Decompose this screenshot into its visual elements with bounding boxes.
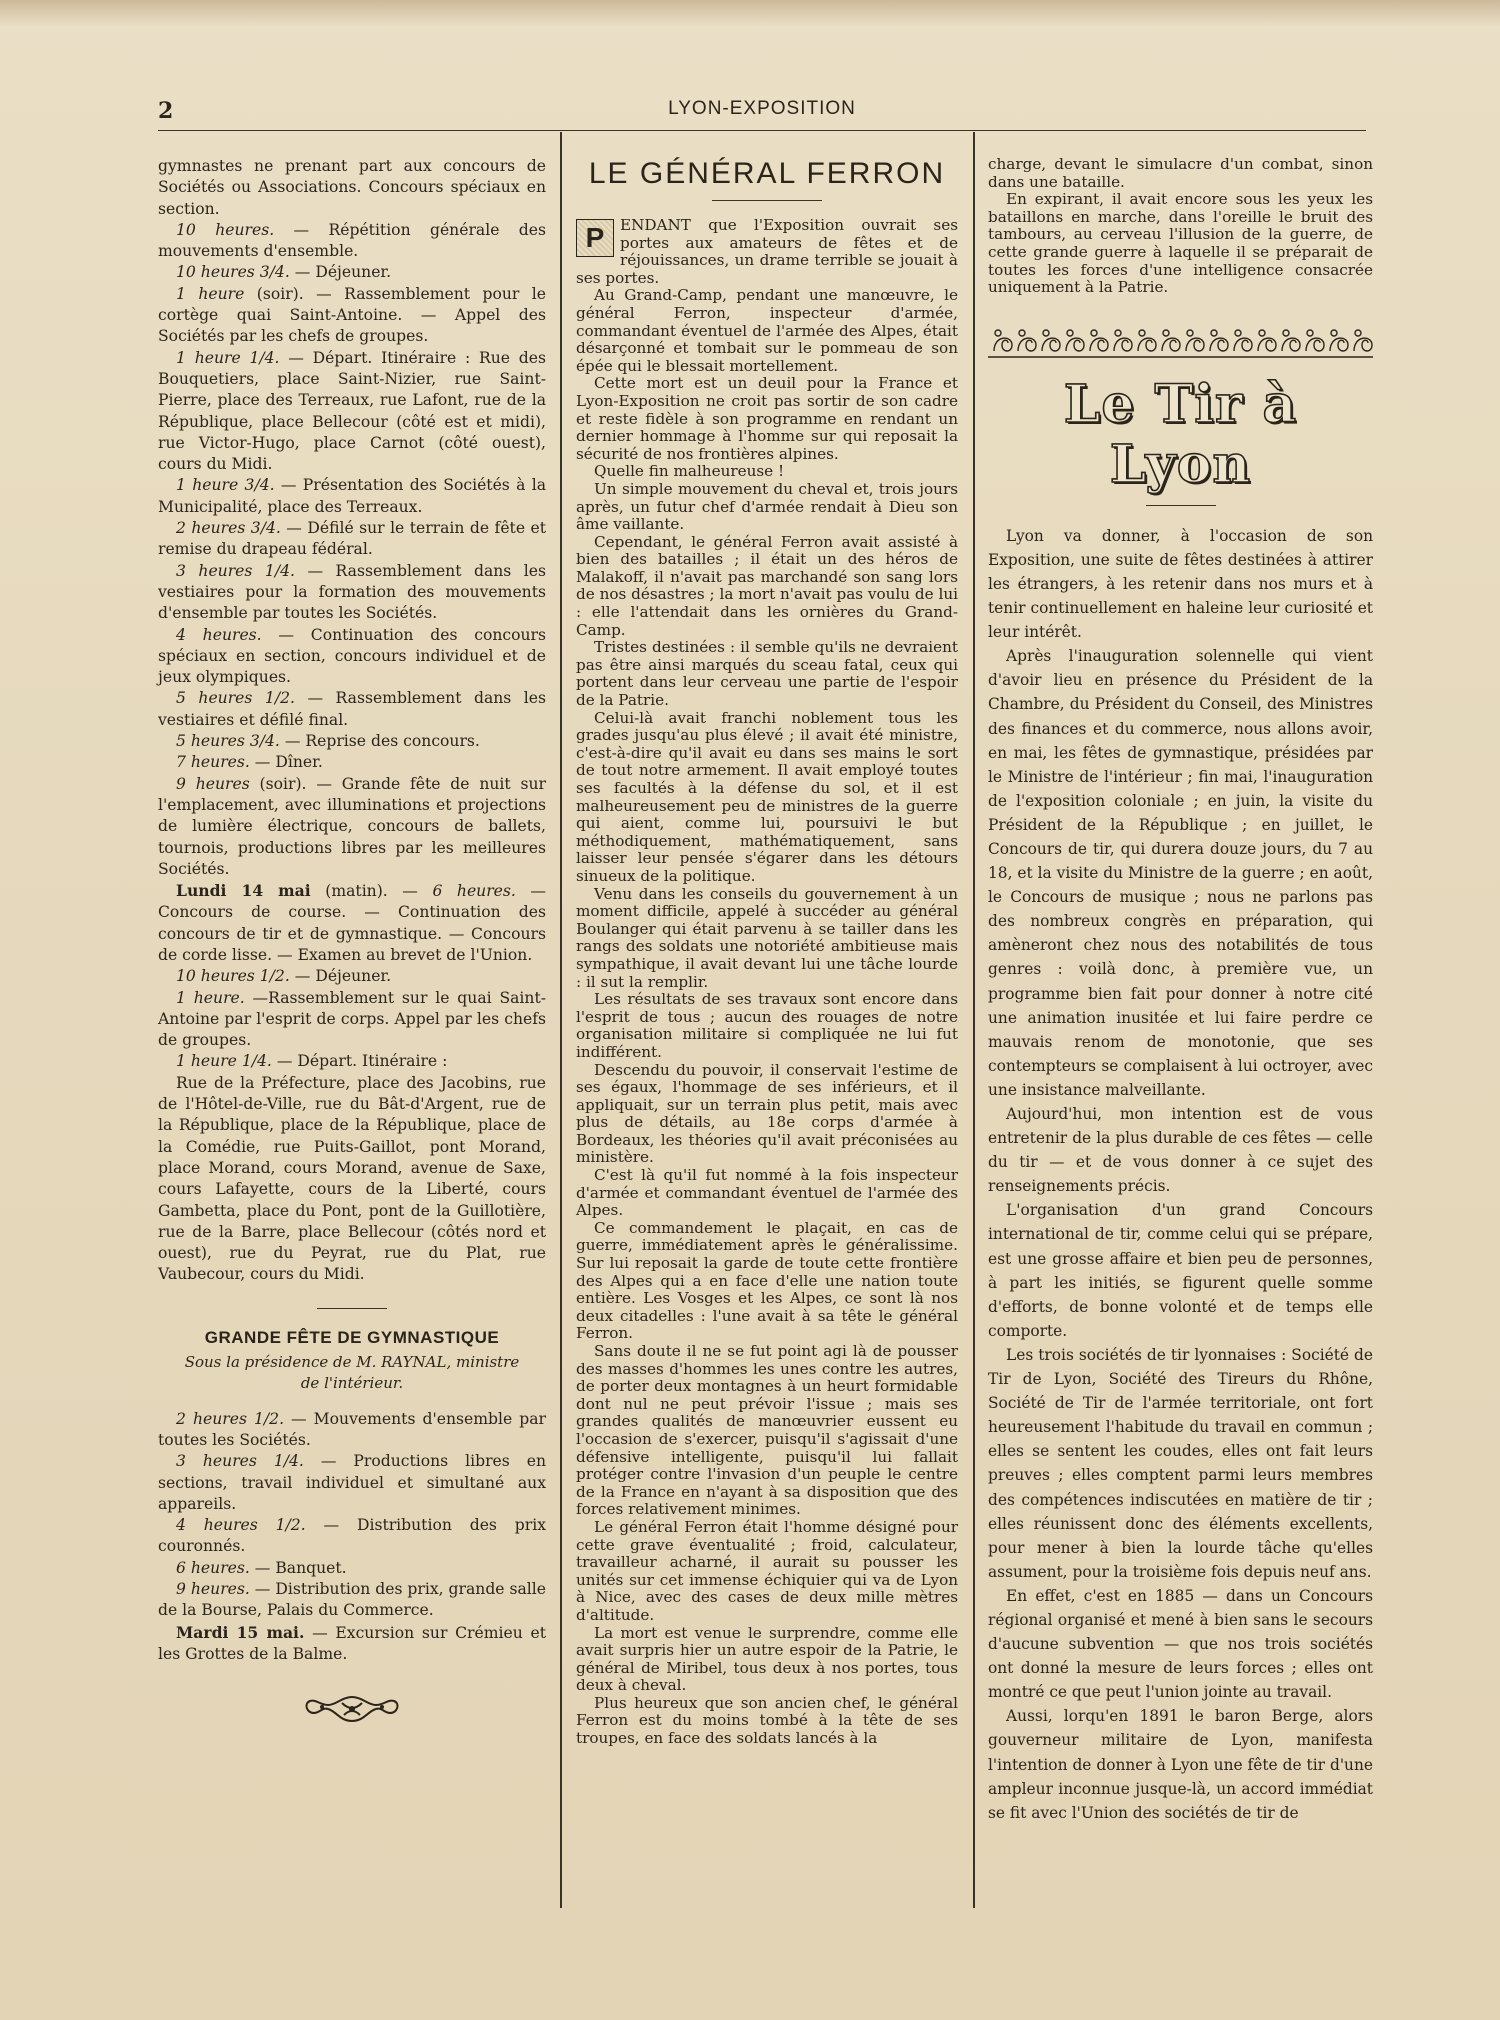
scroll-dot-icon — [1043, 330, 1049, 336]
article-paragraph: Sans doute il ne se fut point agi là de pousser des masses d'hommes les unes contre les autres, de porter deux montagnes à un heurt formidable dont nul ne peut prévoir l'issue ; mais ses grandes qualités de manœuvrier eussent eu l'occasion de s'exercer, puisqu'il s'agissait d'une défensive intelligente, puisqu'il lui fallait protéger contre l'invasion d'un peuple le centre de la France en n'ayant à sa disposition que des forces relativement minimes. — [576, 1342, 958, 1519]
time-label: 1 heure 1/4. — [176, 1052, 272, 1071]
page-edge-stain — [0, 0, 1500, 26]
article-paragraph: Le général Ferron était l'homme désigné pour cette grave éventualité ; froid, calculateur, travailleur acharné, il aurait su pousser les unités sur cet immense échiquier qui va de Lyon à Nice, avec des cases de deux mille mètres d'altitude. — [576, 1517, 958, 1624]
scroll-dot-icon — [1331, 330, 1337, 336]
programme-entry — [158, 1558, 546, 1579]
programme-entry — [158, 348, 546, 476]
article-paragraph: Lyon va donner, à l'occasion de son Exposition, une suite de fêtes destinées à attirer les étrangers, à les retenir dans nos murs et à tenir continuellement en haleine leur curiosité et leur intérêt. — [988, 526, 1373, 642]
scroll-dot-icon — [1283, 330, 1289, 336]
entry-text: gymnastes ne prenant part aux concours de Sociétés ou Associations. Concours spéciaux en section. — [158, 157, 546, 218]
separator-rule — [317, 1308, 387, 1309]
article-paragraph: Au Grand-Camp, pendant une manœuvre, le général Ferron, inspecteur d'armée, commandant éventuel de l'armée des Alpes, était désarçonné et tombait sur le pommeau de son épée qui le blessait mortellement. — [576, 286, 958, 375]
programme-entry — [158, 262, 546, 283]
programme-entry — [158, 1515, 546, 1558]
entry-text: — Déjeuner. — [289, 967, 392, 986]
entry-text: — Départ. Itinéraire : Rue des Bouquetiers, place Saint-Nizier, rue Saint-Pierre, place des Terreaux, rue Lafont, rue de la République, place Bellecour (côté est et midi), rue Victor-Hugo, place Carnot (côté ouest), cours du Midi. — [158, 348, 546, 474]
scroll-ornament-icon — [1090, 338, 1108, 351]
entry-text: — Rassemblement dans les vestiaires et défilé final. — [158, 689, 547, 729]
article-paragraph: L'organisation d'un grand Concours international de tir, comme celui qui se prépare, est une grosse affaire et bien peu de personnes, à part les initiés, se figurent quelle somme d'efforts, de bonne volonté et de temps elle comporte. — [988, 1201, 1373, 1340]
article-paragraph: Les trois sociétés de tir lyonnaises : Société de Tir de Lyon, Société des Tireurs du Rhône, Société de Tir de l'armée territoriale, ont fort heureusement l'habitude du travail en commun ; elles se sentent les coudes, elles ont fait leurs preuves ; elles comptent parmi leurs membres des compétences indiscutées en matière de tir ; elles réunissent donc des éléments excellents, pour mener à bien la lourde tâche qu'elles assument, pour la troisième fois depuis neuf ans. — [988, 1345, 1373, 1581]
section-title: GRANDE FÊTE DE GYMNASTIQUE — [204, 1327, 500, 1347]
entry-text: — Concours de course. — Continuation des concours de tir et de gymnastique. — Concours de corde lisse. — Examen au brevet de l'Union. — [158, 882, 546, 964]
programme-entry — [158, 518, 546, 561]
scroll-dot-icon — [1307, 330, 1313, 336]
scroll-dot-icon — [1115, 330, 1121, 336]
entry-text: — Reprise des concours. — [279, 732, 480, 751]
article-paragraph: La mort est venue le surprendre, comme elle avait surpris hier un autre espoir de la Patrie, le général de Miribel, tous deux à nos portes, tous deux à cheval. — [576, 1623, 958, 1695]
scroll-dot-icon — [1235, 330, 1241, 336]
continuation-paragraph: En expirant, il avait encore sous les yeux les bataillons en marche, dans l'oreille le bruit des tambours, au cerveau l'illusion de la guerre, de cette grande guerre à laquelle il se préparait de toutes les forces d'une intelligence consacrée uniquement à la Patrie. — [988, 190, 1373, 297]
scroll-ornament-icon — [994, 338, 1012, 351]
time-label: 10 heures 1/2. — [176, 967, 290, 986]
time-label: 3 heures 1/4. — [176, 561, 295, 580]
scroll-dot-icon — [1019, 330, 1025, 336]
page-header — [158, 96, 1366, 131]
entry-text: — Déjeuner. — [289, 263, 392, 282]
entry-text: — Distribution des prix couronnés. — [158, 1516, 546, 1556]
scroll-dot-icon — [1163, 330, 1169, 336]
entry-text: — Défilé sur le terrain de fête et remise du drapeau fédéral. — [158, 519, 546, 559]
entry-text: — Banquet. — [249, 1558, 347, 1577]
time-label: 6 heures. — [176, 1558, 250, 1577]
article-paragraph: Aujourd'hui, mon intention est de vous entretenir de la plus durable de ces fêtes — celle du tir — et de vous donner à ce sujet des renseignements précis. — [988, 1105, 1373, 1196]
entry-text: — Productions libres en sections, travail individuel et simultané aux appareils. — [158, 1452, 546, 1513]
scroll-dot-icon — [1091, 330, 1097, 336]
date-label: Mardi 15 mai. — [176, 1622, 305, 1642]
column-divider-1 — [560, 132, 562, 1908]
tir-paragraphs — [988, 524, 1373, 1825]
entry-text: (soir). — Grande fête de nuit sur l'emplacement, avec illuminations et projections de lumière électrique, concours de ballets, tournois, productions libres par les meilleures Sociétés. — [158, 774, 546, 878]
section-subtitle: Sous la présidence de M. RAYNAL, ministre de l'intérieur. — [184, 1353, 520, 1393]
programme-entry — [158, 1451, 546, 1515]
entry-text: —Rassemblement sur le quai Saint-Antoine par l'esprit de corps. Appel par les chefs de groupes. — [158, 988, 546, 1050]
programme-entry — [158, 688, 546, 731]
column-ferron — [576, 156, 958, 1748]
time-label: 1 heure. — [176, 988, 245, 1007]
entry-text: — Départ. Itinéraire : — [271, 1052, 448, 1071]
article-title-ferron: LE GÉNÉRAL FERRON — [588, 157, 946, 190]
scroll-ornament-icon — [1138, 338, 1156, 351]
scroll-ornament-icon — [1354, 338, 1372, 351]
article-paragraph: Quelle fin malheureuse ! — [594, 462, 785, 481]
programme-entry — [158, 880, 546, 966]
article-paragraph: En effet, c'est en 1885 — dans un Concours régional organisé et mené à bien sans le secours d'aucune subvention — que nos trois sociétés ont donné la mesure de leurs forces ; elles ont montré ce que peut l'union jointe au travail. — [988, 1586, 1373, 1702]
programme-entry — [158, 966, 546, 987]
scroll-ornament-icon — [1042, 338, 1060, 351]
article-title-tir: Le Tir à Lyon — [1063, 373, 1298, 495]
scroll-ornament-icon — [1234, 338, 1252, 351]
scroll-ornament-icon — [1186, 338, 1204, 351]
entry-text: — Dîner. — [249, 753, 323, 772]
programme-entry — [158, 561, 546, 625]
scroll-dot-icon — [1067, 330, 1073, 336]
entry-text: (matin). — — [310, 882, 433, 901]
time-label: 1 heure 3/4. — [176, 476, 275, 495]
scroll-dot-icon — [995, 330, 1001, 336]
article-paragraph: Cependant, le général Ferron avait assisté à bien des batailles ; il était un des héros de Malakoff, il n'avait pas marchandé son sang lors de nos désastres ; la mort n'avait pas voulu de lui : elle l'attendait dans les ornières du Grand-Camp. — [576, 532, 958, 639]
time-label: 5 heures 3/4. — [176, 732, 280, 751]
time-label: 4 heures. — [176, 625, 262, 644]
time-label: 3 heures 1/4. — [176, 1452, 304, 1471]
programme-entry — [158, 156, 546, 220]
ornamental-border-icon — [988, 321, 1373, 361]
date-label: Lundi 14 mai — [176, 881, 311, 901]
article-paragraph: Venu dans les conseils du gouvernement à un moment difficile, appelé à succéder au général Boulanger qui était parvenu à se tailler dans les rangs des soldats une notoriété ambitieuse mais sympathique, il avait devant lui une tâche lourde : il sut la remplir. — [576, 884, 958, 991]
programme-list — [158, 156, 546, 1286]
programme-entry — [158, 475, 546, 518]
article-paragraph: C'est là qu'il fut nommé à la fois inspecteur d'armée et commandant éventuel de l'armée des Alpes. — [576, 1166, 958, 1220]
entry-text: (soir). — Rassemblement pour le cortège quai Saint-Antoine. — Appel des Sociétés par les chefs de groupes. — [158, 284, 546, 346]
programme-entry — [158, 625, 546, 689]
programme-entry — [158, 774, 546, 880]
ferron-continuation — [988, 156, 1373, 297]
scroll-dot-icon — [1259, 330, 1265, 336]
article-paragraph: Les résultats de ses travaux sont encore dans l'esprit de tous ; aucun des rouages de notre organisation militaire si compliquée ne lui fut indifférent. — [576, 990, 958, 1061]
programme-entry — [158, 1409, 546, 1452]
dropcap-letter: P — [576, 219, 614, 257]
time-label: 10 heures 3/4. — [176, 263, 290, 282]
programme-entry — [158, 731, 546, 752]
column-divider-2 — [973, 132, 975, 1908]
time-label: 10 heures. — [176, 220, 275, 239]
article-lead — [576, 217, 958, 287]
time-label: 6 heures. — [432, 882, 516, 901]
scroll-ornament-icon — [1018, 338, 1036, 351]
ferron-paragraphs — [576, 287, 958, 1747]
time-label: 7 heures. — [176, 753, 250, 772]
scroll-ornament-icon — [1162, 338, 1180, 351]
scroll-dot-icon — [1355, 330, 1361, 336]
article-paragraph: Après l'inauguration solennelle qui vient d'avoir lieu en présence du Président de la Chambre, du Président du Conseil, des Ministres des finances et du commerce, nous allons avoir, en mai, les fêtes de gymnastique, présidées par le Ministre de l'intérieur ; fin mai, l'inauguration de l'exposition coloniale ; en juin, la visite du Président de la République ; en juillet, le Concours de tir, qui durera douze jours, du 7 au 18, et la visite du Ministre de la guerre ; en août, le Concours de musique ; nous ne parlons pas des nombreux congrès en préparation, qui amèneront chez nous des notabilités de tous genres : voilà donc, à première vue, un programme bien fait pour donner à notre cité une animation inusitée et lui faire perdre ce mauvais renom de monotonie, que ses contempteurs se complaisent à lui octroyer, avec une insistance malveillante. — [988, 647, 1373, 1099]
time-label: 1 heure — [176, 284, 245, 303]
section-list — [158, 1409, 546, 1666]
time-label: 9 heures. — [176, 1580, 250, 1598]
entry-text: — Mouvements d'ensemble par toutes les Sociétés. — [158, 1409, 546, 1449]
title-underline-tir — [1146, 505, 1216, 506]
title-underline — [712, 200, 822, 201]
article-paragraph: Plus heureux que son ancien chef, le général Ferron est du moins tombé à la tête de ses troupes, en face des soldats lancés à la — [576, 1693, 958, 1748]
time-label: 5 heures 1/2. — [176, 689, 295, 708]
scroll-ornament-icon — [1306, 338, 1324, 351]
article-paragraph: Descendu du pouvoir, il conservait l'estime de ses égaux, l'hommage de ses inférieurs, et il appliquait, sur un terrain plus petit, mais avec plus de détails, au 18e corps d'armée à Bordeaux, les théories qu'il avait préconisées au ministère. — [576, 1060, 958, 1167]
journal-title: LYON-EXPOSITION — [668, 98, 856, 119]
column-tir — [988, 156, 1373, 1825]
entry-text: Rue de la Préfecture, place des Jacobins, rue de l'Hôtel-de-Ville, rue du Bât-d'Argent, rue de la République, place de la République, place de la Comédie, rue Puits-Gaillot, pont Morand, place Morand, cours Morand, avenue de Saxe, cours Lafayette, cours de la Liberté, cours Gambetta, place du Pont, pont de la Guillotière, rue de la Barre, place Bellecour (côtés nord et ouest), rue du Peyrat, rue du Plat, rue Vaubecour, cours du Midi. — [158, 1073, 546, 1284]
article-paragraph: Tristes destinées : il semble qu'ils ne devraient pas être ainsi marqués du sceau fatal, ceux qui portent dans leur cerveau une partie de l'espoir de la Patrie. — [576, 638, 958, 710]
scroll-ornament-icon — [1114, 338, 1132, 351]
article-paragraph: Aussi, lorqu'en 1891 le baron Berge, alors gouverneur militaire de Lyon, manifesta l'intention de donner à Lyon une fête de tir d'une ampleur inconnue jusque-là, un accord immédiat se fit avec l'Union des sociétés de tir de — [988, 1707, 1373, 1822]
programme-entry — [158, 220, 546, 263]
scroll-dot-icon — [1211, 330, 1217, 336]
scroll-dot-icon — [1187, 330, 1193, 336]
programme-entry — [158, 1579, 546, 1622]
programme-entry — [158, 1622, 546, 1666]
scroll-ornament-icon — [1282, 338, 1300, 351]
scroll-ornament-icon — [1210, 338, 1228, 351]
article-paragraph: Ce commandement le plaçait, en cas de guerre, immédiatement après le généralissime. Sur lui reposait la garde de toute cette frontière des Alpes qui a en face d'elle une nation toute entière. Les Vosges et les Alpes, ce sont là nos deux citadelles : l'une avait à sa tête le général Ferron. — [576, 1218, 958, 1343]
scroll-ornament-icon — [1066, 338, 1084, 351]
entry-text: — Rassemblement dans les vestiaires pour la formation des mouvements d'ensemble par toutes les Sociétés. — [158, 561, 547, 623]
programme-entry — [158, 284, 546, 348]
fleuron-ornament-icon — [302, 1693, 402, 1727]
time-label: 1 heure 1/4. — [176, 348, 280, 367]
time-label: 4 heures 1/2. — [176, 1516, 306, 1535]
entry-text: — Répétition générale des mouvements d'ensemble. — [158, 220, 546, 261]
column-programme — [158, 156, 546, 1727]
lead-text: ENDANT que l'Exposition ouvrait ses portes aux amateurs de fêtes et de réjouissances, un drame terrible se jouait à ses portes. — [576, 216, 958, 287]
entry-text: — Distribution des prix, grande salle de la Bourse, Palais du Commerce. — [158, 1580, 546, 1620]
continuation-paragraph: charge, devant le simulacre d'un combat, sinon dans une bataille. — [988, 155, 1373, 191]
article-paragraph: Celui-là avait franchi noblement tous les grades jusqu'au plus élevé ; il avait été ministre, c'est-à-dire qu'il avait eu dans ses mains le sort de tout notre armement. Il avait employé toutes ses facultés à la défense du sol, et il est malheureusement peu de ministres de la guerre qui aient, comme lui, poursuivi le but méthodiquement, mathématiquement, sans laisser leur pensée s'égarer dans les détours sinueux de la politique. — [576, 708, 958, 885]
programme-entry — [158, 1051, 546, 1072]
scroll-ornament-icon — [1330, 338, 1348, 351]
time-label: 9 heures — [176, 774, 250, 793]
article-paragraph: Cette mort est un deuil pour la France et Lyon-Exposition ne croit pas sortir de son cadre et reste fidèle à son programme en rendant un dernier hommage à l'homme sur qui reposait la sécurité de nos frontières alpines. — [576, 374, 958, 463]
entry-text: — Présentation des Sociétés à la Municipalité, place des Terreaux. — [158, 476, 546, 516]
scroll-ornament-icon — [1258, 338, 1276, 351]
entry-text: — Continuation des concours spéciaux en section, concours individuel et de jeux olympiques. — [158, 625, 546, 687]
programme-entry — [158, 752, 546, 773]
scroll-dot-icon — [1139, 330, 1145, 336]
programme-entry — [158, 1073, 546, 1286]
programme-entry — [158, 988, 546, 1052]
time-label: 2 heures 3/4. — [176, 519, 281, 538]
entry-text: — Excursion sur Crémieu et les Grottes de la Balme. — [158, 1623, 546, 1663]
article-paragraph: Un simple mouvement du cheval et, trois jours après, un futur chef d'armée rendait à Dieu son âme vaillante. — [576, 479, 958, 534]
page-number: 2 — [158, 98, 174, 124]
time-label: 2 heures 1/2. — [176, 1409, 285, 1428]
